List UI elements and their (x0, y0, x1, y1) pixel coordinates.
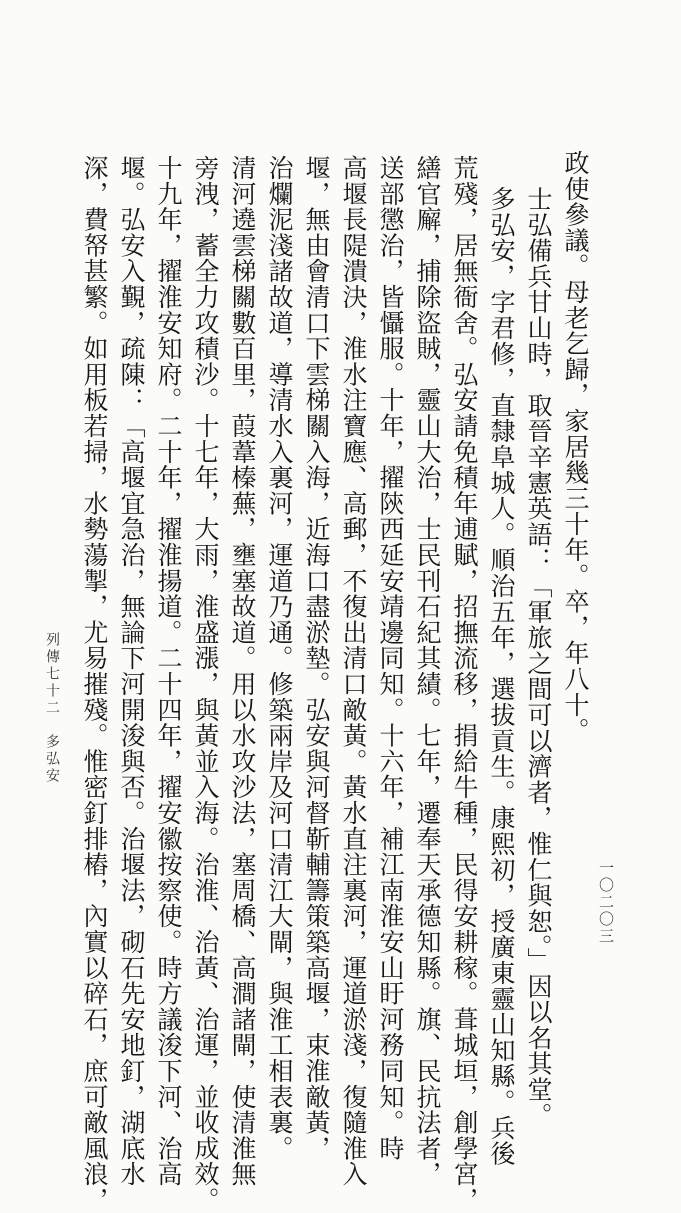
text-column-10: 清河遶雲梯關數百里，葭葦榛蕪，壅塞故道。用以水攻沙法，塞周橋、高澗諸閘，使清淮無 (228, 155, 257, 1187)
text-column-1: 政使參議。母老乞歸，家居幾三十年。卒，年八十。 (561, 150, 590, 744)
text-column-7: 高堰長隄潰決，淮水注寶應、高郵，不復出清口敵黃。黃水直注裏河，運道淤淺，復隨淮入 (339, 155, 368, 1187)
text-column-13: 堰。弘安入覲，疏陳：「高堰宜急治，無論下河開浚與否。治堰法，砌石先安地釘，湖底水 (117, 155, 146, 1187)
text-column-9: 治爛泥淺諸故道，導清水入裏河，運道乃通。修築兩岸及河口清江大閘，與淮工相表裏。 (265, 155, 294, 1162)
text-column-6: 送部懲治，皆懾服。十年，擢陝西延安靖邊同知。十六年，補江南淮安山盱河務同知。時 (376, 155, 405, 1162)
text-column-11: 旁洩，蓄全力攻積沙。十七年，大雨，淮盛漲，與黃並入海。治淮、治黃、治運，並收成效。 (191, 155, 220, 1213)
text-column-5: 繕官廨，捕除盜賊，靈山大治，士民刊石紀其績。七年，遷奉天承德知縣。旗、民抗法者， (413, 155, 442, 1187)
text-column-2: 士弘備兵甘山時，取晉辛憲英語：「軍旅之間可以濟者，惟仁與恕。」因以名其堂。 (524, 186, 553, 1129)
text-column-8: 堰，無由會清口下雲梯關入海，近海口盡淤墊。弘安與河督靳輔籌策築高堰，束淮敵黃， (302, 155, 331, 1162)
text-column-14: 深，費帑甚繁。如用板若掃，水勢蕩掣，尤易摧殘。惟密釘排樁，內實以碎石，庶可敵風浪， (80, 155, 109, 1213)
text-column-3: 多弘安，字君修，直隸阜城人。順治五年，選拔貢生。康熙初，授廣東靈山知縣。兵後 (487, 186, 516, 1167)
page-number: 一〇二〇三 (597, 860, 615, 945)
text-column-4: 荒殘，居無衙舍。弘安請免積年逋賦，招撫流移，捐給牛種，民得安耕稼。葺城垣，創學宮， (450, 155, 479, 1213)
text-column-12: 十九年，擢淮安知府。二十年，擢淮揚道。二十四年，擢安徽按察使。時方議浚下河、治高 (154, 155, 183, 1187)
running-head: 列傳七十二 多弘安 (44, 632, 60, 785)
